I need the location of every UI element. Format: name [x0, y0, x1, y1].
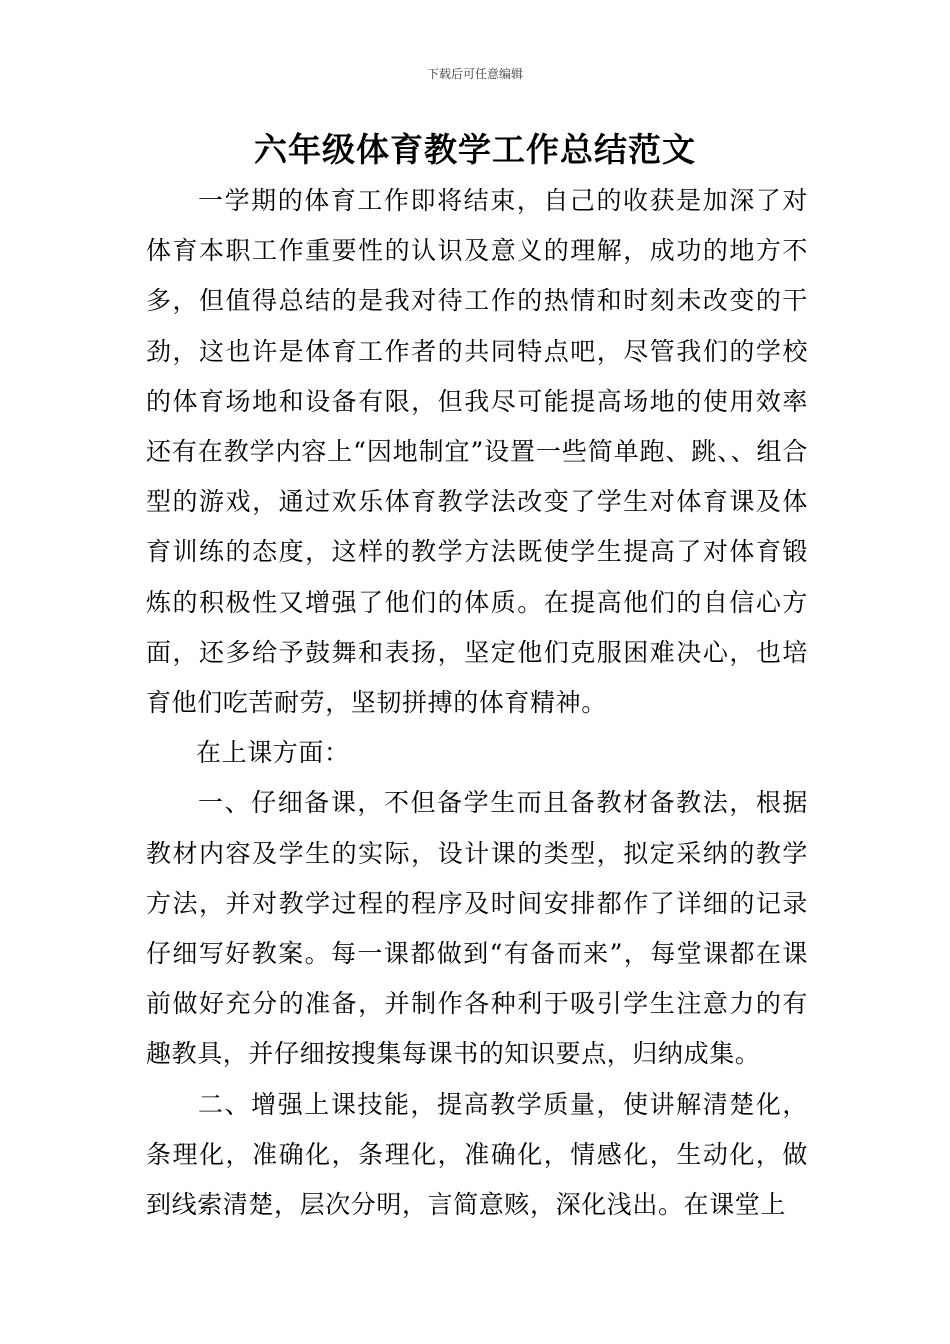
document-title: 六年级体育教学工作总结范文: [254, 130, 696, 169]
document-body: [146, 176, 808, 1230]
header-note: 下载后可任意编辑: [426, 67, 523, 81]
paragraph-point-two: 二、增强上课技能，提高教学质量，使讲解清楚化，条理化，准确化，条理化，准确化，情感化，生动化，做到线索清楚，层次分明，言简意赅，深化浅出。在课堂上: [146, 1089, 808, 1220]
paragraph-section-heading: 在上课方面：: [196, 738, 350, 768]
paragraph-point-one: 一、仔细备课，不但备学生而且备教材备教法，根据教材内容及学生的实际，设计课的类型，拟定采纳的教学方法，并对教学过程的程序及时间安排都作了详细的记录仔细写好教案。每一课都做到“有备而来”，每堂课都在课前做好充分的准备，并制作各种利于吸引学生注意力的有趣教具，并仔细按搜集每课书的知识要点，归纳成集。: [146, 788, 808, 1069]
paragraph-intro: 一学期的体育工作即将结束，自己的收获是加深了对体育本职工作重要性的认识及意义的理解，成功的地方不多，但值得总结的是我对待工作的热情和时刻未改变的干劲，这也许是体育工作者的共同特点吧，尽管我们的学校的体育场地和设备有限，但我尽可能提高场地的使用效率还有在教学内容上“因地制宜”设置一些简单跑、跳、、组合型的游戏，通过欢乐体育教学法改变了学生对体育课及体育训练的态度，这样的教学方法既使学生提高了对体育锻炼的积极性又增强了他们的体质。在提高他们的自信心方面，还多给予鼓舞和表扬，坚定他们克服困难决心，也培育他们吃苦耐劳，坚韧拼搏的体育精神。: [146, 186, 808, 718]
